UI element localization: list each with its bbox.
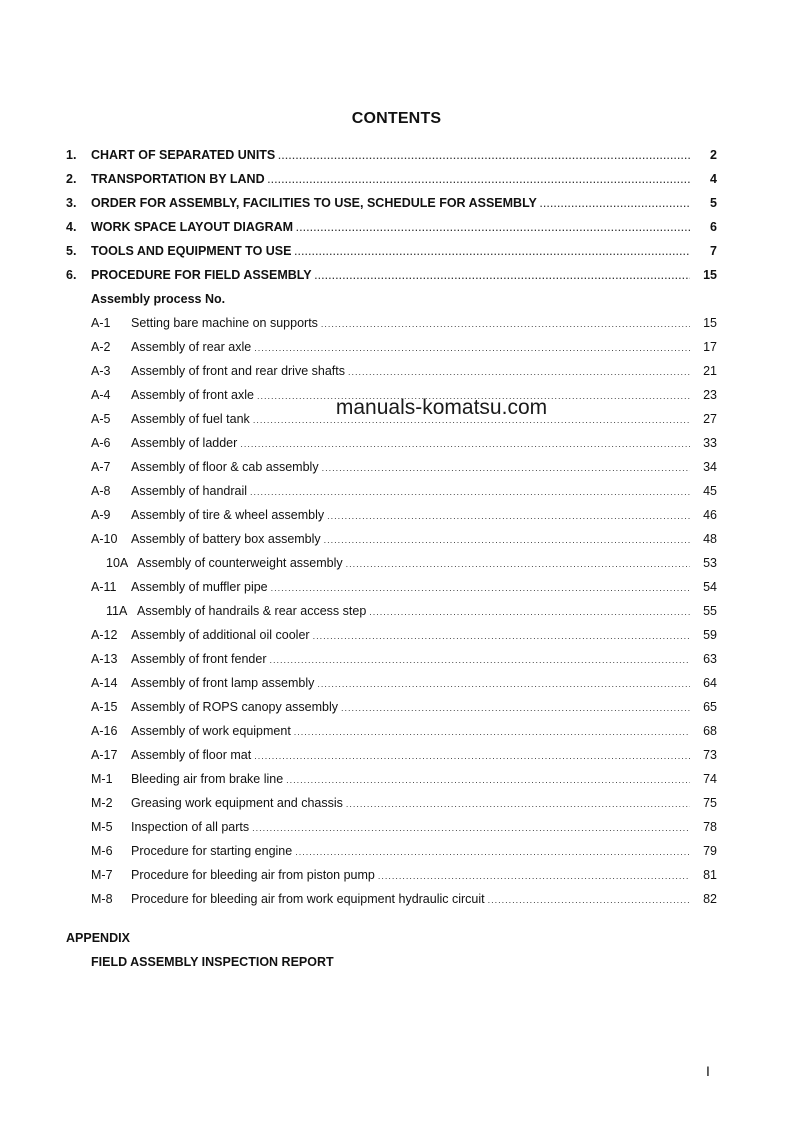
report-title: FIELD ASSEMBLY INSPECTION REPORT (91, 955, 334, 969)
entry-page-number: 74 (703, 772, 717, 786)
dot-leader (269, 650, 690, 670)
entry-title: Assembly of front and rear drive shafts (131, 364, 345, 378)
entry-title: Assembly of front lamp assembly (131, 676, 315, 690)
toc-step-row (0, 481, 793, 501)
entry-label-line (137, 601, 690, 622)
entry-page-number: 7 (710, 244, 717, 258)
dot-leader (286, 770, 690, 790)
toc-section-row (0, 217, 793, 237)
entry-label-line (137, 553, 690, 574)
entry-page-number: 45 (703, 484, 717, 498)
entry-label-line (91, 145, 690, 166)
entry-label-line (131, 769, 690, 790)
entry-label-line (91, 265, 690, 286)
entry-page-number: 46 (703, 508, 717, 522)
toc-step-row (0, 769, 793, 789)
dot-leader (327, 506, 690, 526)
toc-step-row (0, 409, 793, 429)
section-number: 6. (66, 268, 77, 282)
entry-title: Assembly of ladder (131, 436, 238, 450)
entry-title: TOOLS AND EQUIPMENT TO USE (91, 244, 292, 258)
entry-label-line (91, 241, 690, 262)
entry-title: Procedure for bleeding air from piston pump (131, 868, 375, 882)
dot-leader (313, 626, 690, 646)
dot-leader (348, 362, 690, 382)
dot-leader (378, 866, 690, 886)
toc-step-row (0, 385, 793, 405)
toc-step-row (0, 697, 793, 717)
toc-section-row (0, 193, 793, 213)
watermark: manuals-komatsu.com (335, 396, 548, 419)
toc-section-row (0, 145, 793, 165)
toc-step-row (0, 361, 793, 381)
step-code: A-10 (91, 532, 118, 546)
entry-page-number: 27 (703, 412, 717, 426)
dot-leader (317, 674, 690, 694)
entry-label-line (131, 409, 690, 430)
entry-page-number: 55 (703, 604, 717, 618)
entry-page-number: 68 (703, 724, 717, 738)
entry-title: CHART OF SEPARATED UNITS (91, 148, 276, 162)
entry-page-number: 5 (710, 196, 717, 210)
step-code: A-3 (91, 364, 111, 378)
entry-label-line (131, 841, 690, 862)
dot-leader (240, 434, 690, 454)
step-code: A-7 (91, 460, 111, 474)
step-code: M-6 (91, 844, 113, 858)
entry-title: Assembly of muffler pipe (131, 580, 268, 594)
entry-page-number: 6 (710, 220, 717, 234)
step-code: A-16 (91, 724, 118, 738)
section-number: 2. (66, 172, 77, 186)
entry-page-number: 82 (703, 892, 717, 906)
step-code: 10A (106, 556, 129, 570)
toc-step-row (0, 577, 793, 597)
entry-page-number: 34 (703, 460, 717, 474)
toc-step-row (0, 505, 793, 525)
dot-leader (278, 146, 690, 166)
entry-page-number: 65 (703, 700, 717, 714)
step-code: A-5 (91, 412, 111, 426)
toc-step-row (0, 889, 793, 909)
entry-page-number: 81 (703, 868, 717, 882)
toc-section-row (0, 169, 793, 189)
step-code: A-1 (91, 316, 111, 330)
step-code: M-5 (91, 820, 113, 834)
dot-leader (346, 554, 690, 574)
entry-label-line (131, 313, 690, 334)
step-code: M-7 (91, 868, 113, 882)
entry-label-line (91, 169, 690, 190)
dot-leader (294, 722, 690, 742)
step-code: 11A (106, 604, 128, 618)
entry-label-line (131, 817, 690, 838)
entry-title: Assembly of front fender (131, 652, 267, 666)
entry-label-line (131, 649, 690, 670)
toc-step-row (0, 337, 793, 357)
entry-title: Procedure for bleeding air from work equipment hydraulic circuit (131, 892, 485, 906)
step-code: A-9 (91, 508, 111, 522)
entry-page-number: 48 (703, 532, 717, 546)
step-code: A-11 (91, 580, 117, 594)
step-code: A-14 (91, 676, 118, 690)
toc-step-row (0, 457, 793, 477)
entry-title: WORK SPACE LAYOUT DIAGRAM (91, 220, 294, 234)
dot-leader (296, 218, 690, 238)
entry-title: Assembly of floor & cab assembly (131, 460, 319, 474)
dot-leader (346, 794, 690, 814)
section-number: 3. (66, 196, 77, 210)
entry-label-line (131, 457, 690, 478)
step-code: A-12 (91, 628, 118, 642)
entry-page-number: 33 (703, 436, 717, 450)
process-heading: Assembly process No. (91, 292, 226, 306)
entry-page-number: 4 (710, 172, 717, 186)
entry-label-line (91, 193, 690, 214)
dot-leader (268, 170, 690, 190)
section-number: 1. (66, 148, 77, 162)
dot-leader (295, 842, 690, 862)
dot-leader (488, 890, 690, 910)
dot-leader (253, 410, 690, 430)
entry-title: Assembly of ROPS canopy assembly (131, 700, 339, 714)
step-code: A-13 (91, 652, 118, 666)
dot-leader (271, 578, 690, 598)
entry-label-line (131, 433, 690, 454)
toc-section-row (0, 241, 793, 261)
dot-leader (369, 602, 690, 622)
step-code: M-1 (91, 772, 113, 786)
entry-title: Bleeding air from brake line (131, 772, 284, 786)
toc-step-row (0, 865, 793, 885)
toc-step-row (0, 673, 793, 693)
entry-title: Assembly of handrails & rear access step (137, 604, 367, 618)
step-code: A-17 (91, 748, 118, 762)
entry-label-line (131, 721, 690, 742)
entry-title: Assembly of tire & wheel assembly (131, 508, 325, 522)
entry-title: Procedure for starting engine (131, 844, 293, 858)
toc-step-row (0, 793, 793, 813)
step-code: A-4 (91, 388, 111, 402)
entry-title: Assembly of front axle (131, 388, 254, 402)
entry-title: Assembly of counterweight assembly (137, 556, 343, 570)
entry-label-line (131, 889, 690, 910)
entry-title: Inspection of all parts (131, 820, 250, 834)
toc-step-row (0, 601, 793, 621)
entry-page-number: 59 (703, 628, 717, 642)
step-code: A-6 (91, 436, 111, 450)
entry-label-line (131, 529, 690, 550)
toc-step-row (0, 721, 793, 741)
toc-step-row (0, 313, 793, 333)
entry-label-line (131, 577, 690, 598)
entry-title: Assembly of handrail (131, 484, 248, 498)
entry-page-number: 75 (703, 796, 717, 810)
dot-leader (341, 698, 690, 718)
toc-section-row (0, 265, 793, 285)
page-title: CONTENTS (351, 110, 442, 127)
entry-label-line (131, 361, 690, 382)
entry-page-number: 79 (703, 844, 717, 858)
dot-leader (321, 314, 690, 334)
entry-page-number: 15 (703, 268, 717, 282)
entry-page-number: 15 (703, 316, 717, 330)
step-code: M-2 (91, 796, 113, 810)
entry-label-line (91, 217, 690, 238)
entry-page-number: 73 (703, 748, 717, 762)
step-code: M-8 (91, 892, 113, 906)
toc-step-row (0, 529, 793, 549)
entry-title: ORDER FOR ASSEMBLY, FACILITIES TO USE, SCHEDULE FOR ASSEMBLY (91, 196, 537, 210)
step-code: A-15 (91, 700, 118, 714)
entry-label-line (131, 697, 690, 718)
dot-leader (315, 266, 690, 286)
entry-title: Assembly of work equipment (131, 724, 291, 738)
entry-page-number: 64 (703, 676, 717, 690)
step-code: A-8 (91, 484, 111, 498)
entry-page-number: 63 (703, 652, 717, 666)
entry-title: Assembly of battery box assembly (131, 532, 321, 546)
dot-leader (250, 482, 690, 502)
entry-page-number: 53 (703, 556, 717, 570)
entry-title: Setting bare machine on supports (131, 316, 318, 330)
entry-label-line (131, 745, 690, 766)
step-code: A-2 (91, 340, 111, 354)
entry-title: PROCEDURE FOR FIELD ASSEMBLY (91, 268, 312, 282)
entry-title: Assembly of fuel tank (131, 412, 250, 426)
dot-leader (324, 530, 690, 550)
appendix-heading: APPENDIX (66, 931, 130, 945)
entry-title: TRANSPORTATION BY LAND (91, 172, 265, 186)
entry-label-line (131, 793, 690, 814)
toc-step-row (0, 649, 793, 669)
entry-title: Assembly of rear axle (131, 340, 252, 354)
entry-page-number: 21 (703, 364, 717, 378)
toc-step-row (0, 625, 793, 645)
toc-step-row (0, 745, 793, 765)
entry-page-number: 78 (703, 820, 717, 834)
dot-leader (540, 194, 690, 214)
dot-leader (294, 242, 690, 262)
toc-step-row (0, 433, 793, 453)
entry-label-line (131, 385, 690, 406)
dot-leader (254, 338, 690, 358)
toc-step-row (0, 841, 793, 861)
entry-label-line (131, 337, 690, 358)
entry-label-line (131, 673, 690, 694)
dot-leader (322, 458, 690, 478)
entry-title: Assembly of additional oil cooler (131, 628, 310, 642)
entry-title: Assembly of floor mat (131, 748, 252, 762)
page-number: I (706, 1063, 710, 1079)
entry-label-line (131, 481, 690, 502)
entry-page-number: 2 (710, 148, 717, 162)
entry-label-line (131, 865, 690, 886)
entry-label-line (131, 505, 690, 526)
section-number: 4. (66, 220, 77, 234)
dot-leader (257, 386, 690, 406)
dot-leader (252, 818, 690, 838)
entry-label-line (131, 625, 690, 646)
entry-page-number: 23 (703, 388, 717, 402)
entry-page-number: 54 (703, 580, 717, 594)
toc-step-row (0, 817, 793, 837)
entry-title: Greasing work equipment and chassis (131, 796, 343, 810)
section-number: 5. (66, 244, 77, 258)
toc-step-row (0, 553, 793, 573)
dot-leader (254, 746, 690, 766)
entry-page-number: 17 (703, 340, 717, 354)
